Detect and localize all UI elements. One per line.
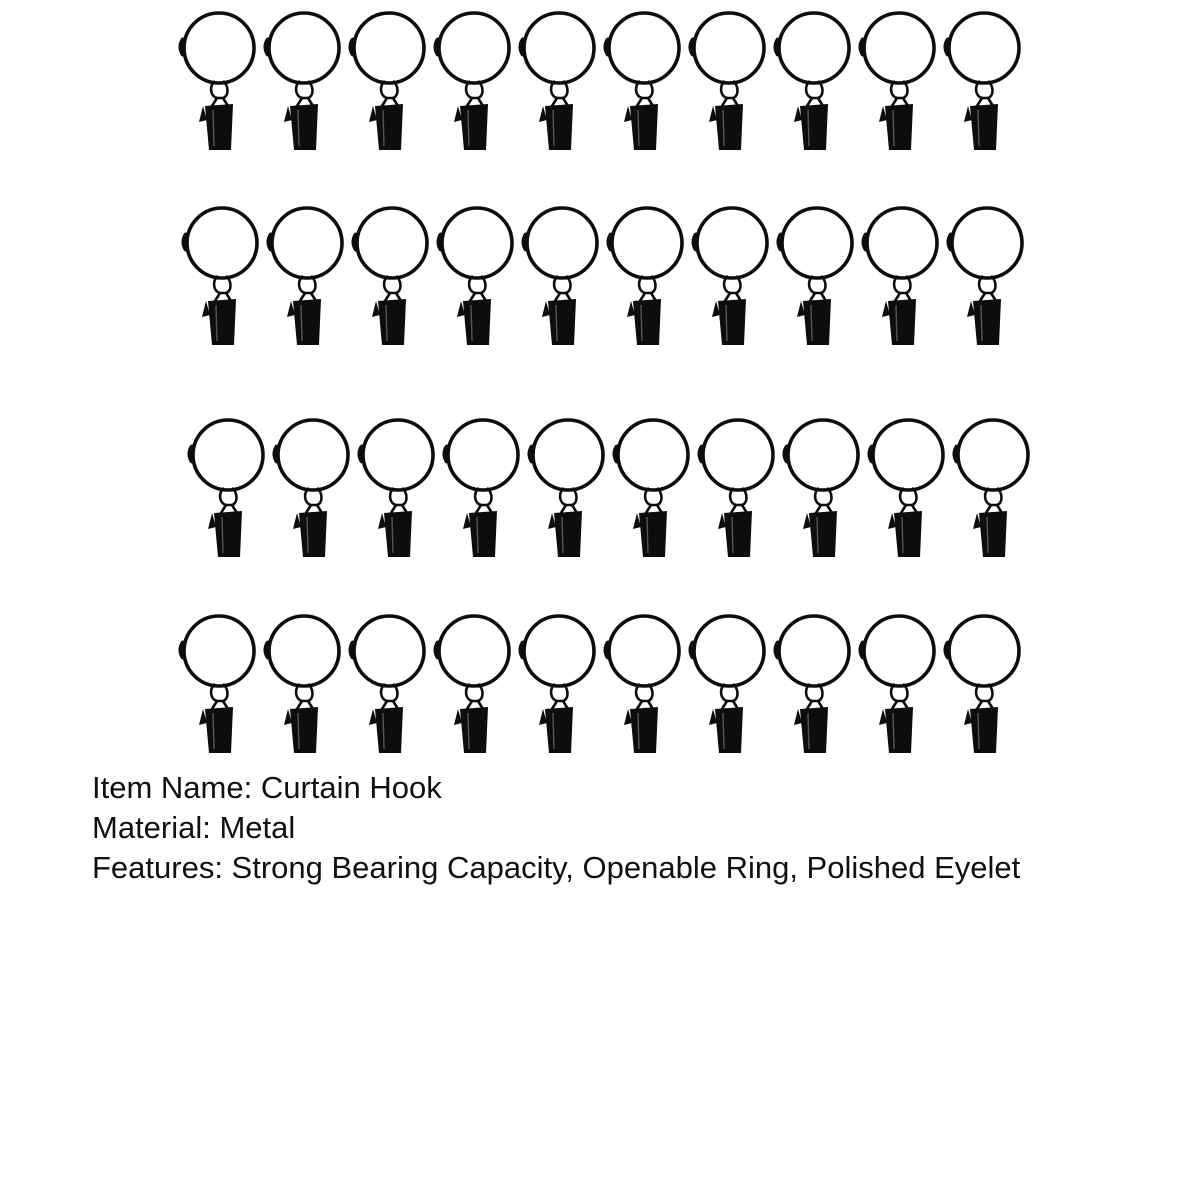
- clip-body-shape: [800, 707, 828, 753]
- ring-seam-shape: [700, 447, 702, 461]
- clip-highlight-shape: [307, 517, 308, 553]
- ring-seam-shape: [436, 40, 438, 54]
- ring-seam-shape: [606, 40, 608, 54]
- ring-seam-shape: [785, 447, 787, 461]
- clip-body-shape: [894, 511, 922, 557]
- clip-highlight-shape: [213, 110, 214, 146]
- ring-shape: [779, 13, 849, 83]
- ring-seam-shape: [861, 40, 863, 54]
- clip-body-shape: [290, 104, 318, 150]
- curtain-hook-icon: [360, 420, 433, 557]
- curtain-hook-icon: [354, 208, 427, 345]
- ring-shape: [694, 616, 764, 686]
- ring-seam-shape: [354, 235, 356, 249]
- ring-shape: [788, 420, 858, 490]
- clip-body-shape: [885, 104, 913, 150]
- ring-shape: [949, 616, 1019, 686]
- ring-seam-shape: [776, 40, 778, 54]
- curtain-hook-icon: [776, 13, 849, 150]
- curtain-hook-icon: [861, 616, 934, 753]
- curtain-hook-icon: [275, 420, 348, 557]
- clip-body-shape: [214, 511, 242, 557]
- clip-body-shape: [970, 707, 998, 753]
- clip-highlight-shape: [562, 517, 563, 553]
- clip-body-shape: [639, 511, 667, 557]
- clip-body-shape: [809, 511, 837, 557]
- clip-highlight-shape: [981, 305, 982, 341]
- clip-body-shape: [378, 299, 406, 345]
- ring-shape: [952, 208, 1022, 278]
- ring-shape: [354, 13, 424, 83]
- clip-highlight-shape: [468, 713, 469, 749]
- clip-highlight-shape: [386, 305, 387, 341]
- clip-body-shape: [460, 707, 488, 753]
- clip-highlight-shape: [808, 110, 809, 146]
- ring-seam-shape: [864, 235, 866, 249]
- ring-seam-shape: [524, 235, 526, 249]
- ring-shape: [873, 420, 943, 490]
- ring-shape: [864, 616, 934, 686]
- curtain-hook-icon: [955, 420, 1028, 557]
- clip-highlight-shape: [978, 110, 979, 146]
- clip-body-shape: [375, 707, 403, 753]
- curtain-hook-icon: [351, 616, 424, 753]
- clip-highlight-shape: [383, 110, 384, 146]
- clip-body-shape: [724, 511, 752, 557]
- clip-highlight-shape: [553, 110, 554, 146]
- clip-highlight-shape: [471, 305, 472, 341]
- ring-shape: [524, 616, 594, 686]
- ring-seam-shape: [269, 235, 271, 249]
- curtain-hook-icon: [524, 208, 597, 345]
- clip-body-shape: [888, 299, 916, 345]
- clip-highlight-shape: [811, 305, 812, 341]
- curtain-hook-icon: [436, 13, 509, 150]
- clip-highlight-shape: [392, 517, 393, 553]
- clip-highlight-shape: [987, 517, 988, 553]
- clip-body-shape: [630, 104, 658, 150]
- clip-body-shape: [384, 511, 412, 557]
- ring-shape: [357, 208, 427, 278]
- ring-shape: [439, 616, 509, 686]
- clip-body-shape: [715, 104, 743, 150]
- curtain-hook-icon: [779, 208, 852, 345]
- ring-shape: [609, 616, 679, 686]
- ring-shape: [864, 13, 934, 83]
- features-text: Features: Strong Bearing Capacity, Openable Ring, Polished Eyelet: [92, 850, 1021, 885]
- curtain-hook-icon: [181, 616, 254, 753]
- ring-shape: [703, 420, 773, 490]
- ring-shape: [527, 208, 597, 278]
- ring-seam-shape: [181, 40, 183, 54]
- clip-highlight-shape: [383, 713, 384, 749]
- ring-shape: [533, 420, 603, 490]
- ring-seam-shape: [351, 643, 353, 657]
- ring-seam-shape: [266, 40, 268, 54]
- clip-body-shape: [469, 511, 497, 557]
- ring-shape: [958, 420, 1028, 490]
- ring-shape: [184, 616, 254, 686]
- clip-highlight-shape: [732, 517, 733, 553]
- clip-highlight-shape: [216, 305, 217, 341]
- ring-seam-shape: [955, 447, 957, 461]
- ring-seam-shape: [776, 643, 778, 657]
- ring-shape: [779, 616, 849, 686]
- ring-seam-shape: [530, 447, 532, 461]
- ring-seam-shape: [181, 643, 183, 657]
- curtain-hook-icon: [190, 420, 263, 557]
- curtain-hook-icon: [351, 13, 424, 150]
- ring-seam-shape: [266, 643, 268, 657]
- curtain-hook-icon: [439, 208, 512, 345]
- clip-highlight-shape: [556, 305, 557, 341]
- clip-body-shape: [463, 299, 491, 345]
- ring-seam-shape: [184, 235, 186, 249]
- ring-shape: [187, 208, 257, 278]
- clip-highlight-shape: [902, 517, 903, 553]
- curtain-hook-icon: [445, 420, 518, 557]
- curtain-hook-icon: [776, 616, 849, 753]
- hook-row: [190, 420, 1028, 557]
- clip-highlight-shape: [893, 713, 894, 749]
- clip-body-shape: [545, 104, 573, 150]
- ring-shape: [609, 13, 679, 83]
- clip-body-shape: [205, 707, 233, 753]
- curtain-hook-icon: [181, 13, 254, 150]
- curtain-hook-icon: [269, 208, 342, 345]
- curtain-hook-icon: [530, 420, 603, 557]
- clip-body-shape: [375, 104, 403, 150]
- hook-row: [181, 616, 1019, 753]
- curtain-hook-icon: [266, 13, 339, 150]
- clip-highlight-shape: [723, 110, 724, 146]
- ring-seam-shape: [521, 40, 523, 54]
- ring-seam-shape: [949, 235, 951, 249]
- clip-highlight-shape: [647, 517, 648, 553]
- ring-shape: [524, 13, 594, 83]
- ring-shape: [272, 208, 342, 278]
- clip-body-shape: [970, 104, 998, 150]
- clip-highlight-shape: [298, 713, 299, 749]
- ring-seam-shape: [615, 447, 617, 461]
- ring-shape: [867, 208, 937, 278]
- ring-seam-shape: [946, 40, 948, 54]
- ring-shape: [618, 420, 688, 490]
- ring-seam-shape: [870, 447, 872, 461]
- clip-body-shape: [803, 299, 831, 345]
- clip-highlight-shape: [638, 713, 639, 749]
- ring-shape: [354, 616, 424, 686]
- clip-highlight-shape: [477, 517, 478, 553]
- ring-seam-shape: [861, 643, 863, 657]
- ring-shape: [269, 13, 339, 83]
- curtain-hook-icon: [521, 616, 594, 753]
- ring-shape: [193, 420, 263, 490]
- curtain-hook-icon: [184, 208, 257, 345]
- clip-body-shape: [718, 299, 746, 345]
- ring-shape: [782, 208, 852, 278]
- clip-highlight-shape: [553, 713, 554, 749]
- hook-row: [181, 13, 1019, 150]
- clip-body-shape: [205, 104, 233, 150]
- product-specs: [92, 768, 1192, 888]
- clip-highlight-shape: [726, 305, 727, 341]
- ring-shape: [448, 420, 518, 490]
- clip-body-shape: [290, 707, 318, 753]
- curtain-hook-icon: [691, 616, 764, 753]
- curtain-hook-icon: [870, 420, 943, 557]
- ring-seam-shape: [521, 643, 523, 657]
- curtain-hook-icon: [861, 13, 934, 150]
- curtain-hook-icon: [266, 616, 339, 753]
- clip-body-shape: [554, 511, 582, 557]
- clip-highlight-shape: [978, 713, 979, 749]
- clip-body-shape: [800, 104, 828, 150]
- clip-highlight-shape: [468, 110, 469, 146]
- curtain-hook-icon: [606, 13, 679, 150]
- ring-seam-shape: [606, 643, 608, 657]
- curtain-hook-icon: [609, 208, 682, 345]
- curtain-hook-icon: [436, 616, 509, 753]
- ring-shape: [612, 208, 682, 278]
- ring-shape: [184, 13, 254, 83]
- curtain-hook-icon: [521, 13, 594, 150]
- ring-shape: [694, 13, 764, 83]
- curtain-hook-icon: [946, 616, 1019, 753]
- curtain-hook-icon: [694, 208, 767, 345]
- ring-seam-shape: [190, 447, 192, 461]
- clip-body-shape: [973, 299, 1001, 345]
- ring-seam-shape: [436, 643, 438, 657]
- clip-body-shape: [633, 299, 661, 345]
- clip-body-shape: [293, 299, 321, 345]
- ring-seam-shape: [445, 447, 447, 461]
- clip-highlight-shape: [641, 305, 642, 341]
- ring-seam-shape: [439, 235, 441, 249]
- ring-seam-shape: [360, 447, 362, 461]
- curtain-hook-icon: [946, 13, 1019, 150]
- item-name-text: Item Name: Curtain Hook: [92, 770, 442, 805]
- clip-body-shape: [460, 104, 488, 150]
- curtain-hook-icon: [785, 420, 858, 557]
- ring-seam-shape: [691, 40, 693, 54]
- clip-body-shape: [885, 707, 913, 753]
- ring-shape: [363, 420, 433, 490]
- clip-highlight-shape: [638, 110, 639, 146]
- ring-seam-shape: [779, 235, 781, 249]
- ring-seam-shape: [691, 643, 693, 657]
- clip-body-shape: [548, 299, 576, 345]
- ring-seam-shape: [694, 235, 696, 249]
- ring-seam-shape: [609, 235, 611, 249]
- curtain-hook-icon: [949, 208, 1022, 345]
- curtain-hook-icon: [864, 208, 937, 345]
- clip-body-shape: [208, 299, 236, 345]
- hook-row: [184, 208, 1022, 345]
- ring-shape: [949, 13, 1019, 83]
- curtain-hook-icon: [691, 13, 764, 150]
- ring-shape: [278, 420, 348, 490]
- clip-highlight-shape: [298, 110, 299, 146]
- ring-seam-shape: [351, 40, 353, 54]
- ring-shape: [269, 616, 339, 686]
- clip-highlight-shape: [222, 517, 223, 553]
- ring-seam-shape: [275, 447, 277, 461]
- clip-highlight-shape: [301, 305, 302, 341]
- clip-highlight-shape: [808, 713, 809, 749]
- ring-shape: [439, 13, 509, 83]
- clip-body-shape: [715, 707, 743, 753]
- clip-highlight-shape: [893, 110, 894, 146]
- clip-body-shape: [545, 707, 573, 753]
- curtain-hook-icon: [615, 420, 688, 557]
- clip-body-shape: [979, 511, 1007, 557]
- ring-shape: [697, 208, 767, 278]
- clip-body-shape: [299, 511, 327, 557]
- clip-body-shape: [630, 707, 658, 753]
- clip-highlight-shape: [896, 305, 897, 341]
- material-text: Material: Metal: [92, 810, 296, 845]
- curtain-hook-icon: [700, 420, 773, 557]
- curtain-hook-icon: [606, 616, 679, 753]
- clip-highlight-shape: [817, 517, 818, 553]
- ring-seam-shape: [946, 643, 948, 657]
- ring-shape: [442, 208, 512, 278]
- clip-highlight-shape: [213, 713, 214, 749]
- clip-highlight-shape: [723, 713, 724, 749]
